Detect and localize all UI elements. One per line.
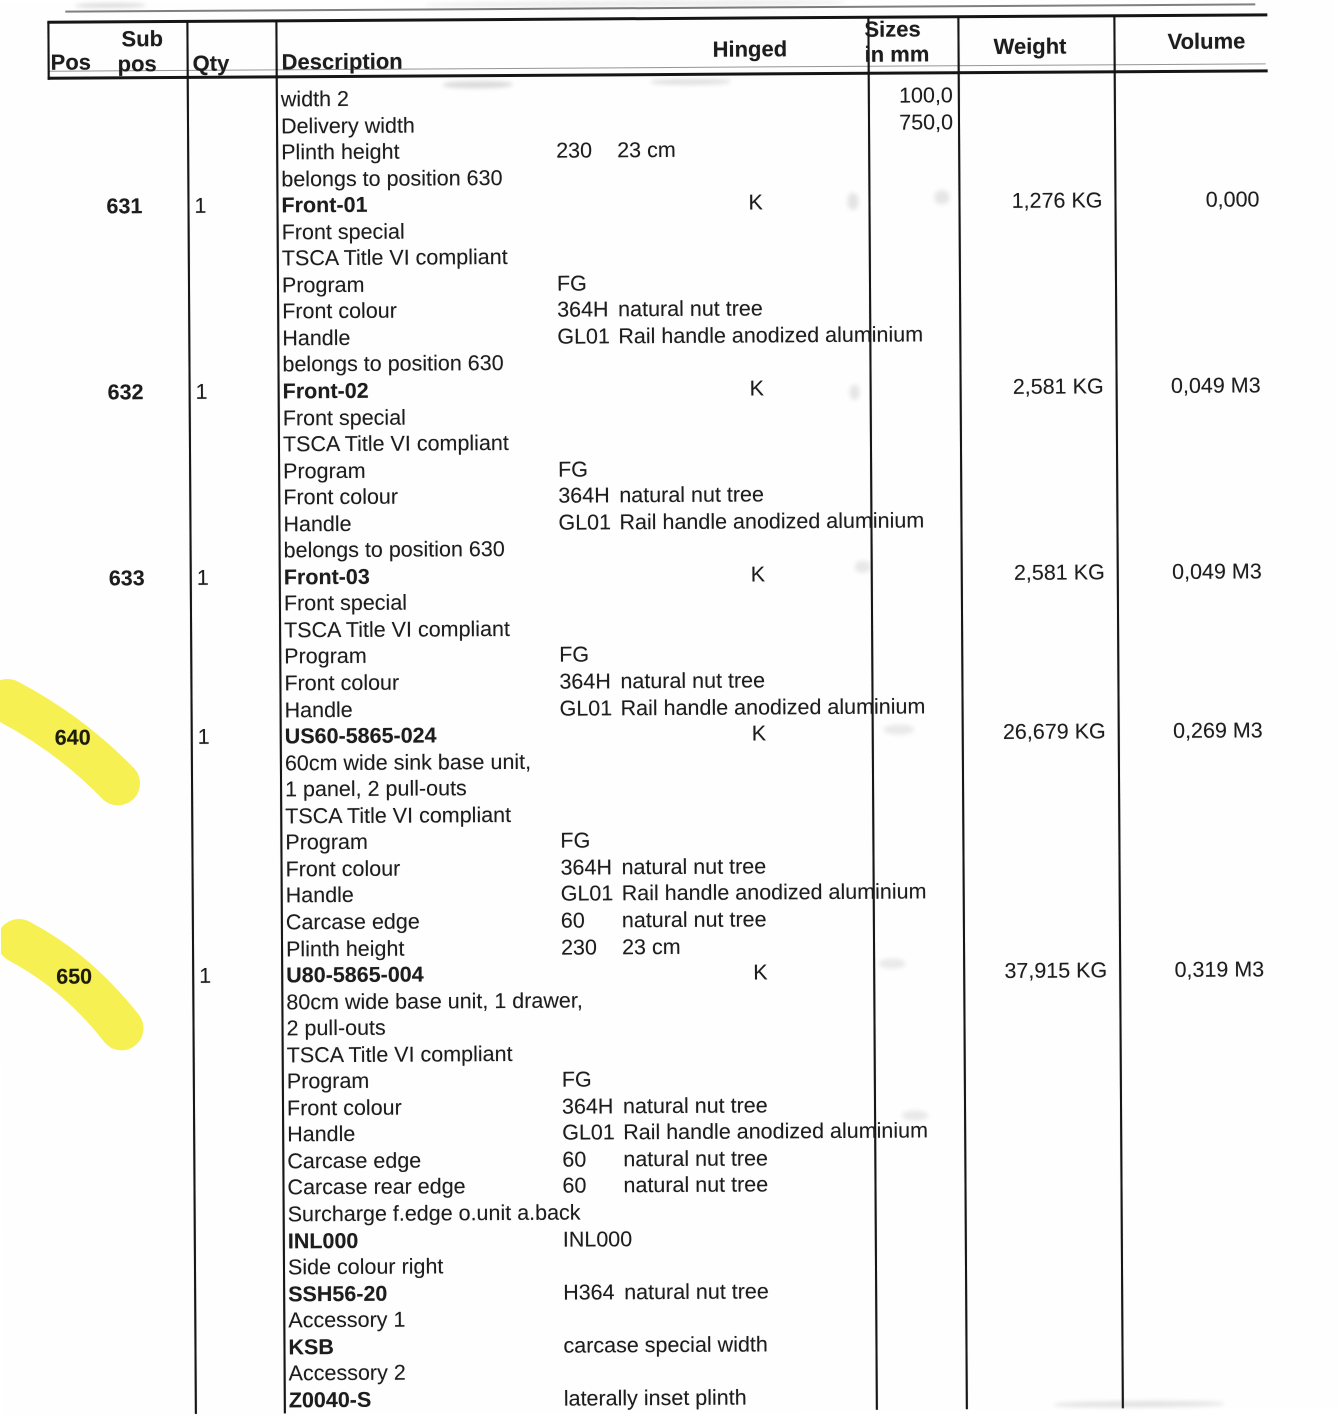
table-body bbox=[0, 80, 1338, 1415]
attribute-code: FG bbox=[559, 642, 590, 668]
scan-artifact bbox=[75, 3, 145, 7]
description-text: Carcase rear edge bbox=[287, 1174, 466, 1200]
description-text: Front-01 bbox=[281, 193, 368, 218]
description-text: Handle bbox=[287, 1122, 356, 1147]
description-text: US60-5865-024 bbox=[284, 723, 437, 749]
weight-value bbox=[956, 878, 1107, 879]
volume-value bbox=[1118, 1195, 1266, 1196]
attribute-value: Rail handle anodized aluminium bbox=[621, 879, 927, 906]
description-text: TSCA Title VI compliant bbox=[286, 1041, 513, 1068]
header-qty: Qty bbox=[192, 50, 230, 76]
volume-value bbox=[1112, 319, 1260, 320]
attribute-value: 23 cm bbox=[621, 934, 681, 959]
weight-value bbox=[957, 1064, 1108, 1065]
header-sizes-line1: Sizes bbox=[864, 16, 921, 42]
description-text: U80-5865-004 bbox=[286, 962, 424, 988]
size-value bbox=[854, 162, 953, 163]
size-value bbox=[861, 1250, 960, 1251]
size-value bbox=[859, 958, 958, 959]
weight-value bbox=[958, 1196, 1109, 1197]
volume-value bbox=[1115, 824, 1263, 825]
description-text: INL000 bbox=[287, 1228, 359, 1253]
weight-value: 2,581 KG bbox=[1013, 560, 1105, 585]
weight-value bbox=[952, 320, 1103, 321]
qty-value: 1 bbox=[194, 194, 207, 219]
description-text: Side colour right bbox=[287, 1254, 444, 1280]
size-value bbox=[858, 772, 957, 773]
size-value bbox=[858, 746, 957, 747]
attribute-value: natural nut tree bbox=[620, 668, 766, 694]
attribute-code: GL01 bbox=[558, 510, 612, 535]
subpos-number: 632 bbox=[107, 380, 144, 405]
size-value bbox=[856, 454, 955, 455]
description-text: Carcase edge bbox=[285, 909, 420, 935]
description-text: TSCA Title VI compliant bbox=[281, 245, 508, 271]
weight-value bbox=[955, 772, 1106, 773]
size-value bbox=[855, 268, 954, 269]
description-text: Program bbox=[284, 644, 367, 669]
size-value bbox=[854, 188, 953, 189]
attribute-code: 230 bbox=[560, 934, 597, 960]
hinged-flag: K bbox=[750, 562, 766, 587]
description-text: width 2 bbox=[280, 86, 350, 112]
attribute-value: Rail handle anodized aluminium bbox=[618, 322, 924, 349]
size-value bbox=[856, 427, 955, 428]
weight-value bbox=[956, 904, 1107, 905]
description-text: Front-02 bbox=[282, 378, 369, 404]
size-value bbox=[860, 1144, 959, 1145]
weight-value bbox=[958, 1329, 1109, 1330]
header-subpos-line2: pos bbox=[117, 51, 157, 77]
volume-value bbox=[1114, 585, 1262, 586]
attribute-code: INL000 bbox=[562, 1226, 633, 1252]
qty-value: 1 bbox=[197, 724, 210, 750]
volume-value: 0,319 M3 bbox=[1174, 957, 1265, 982]
weight-value bbox=[958, 1276, 1109, 1277]
volume-value bbox=[1114, 638, 1262, 639]
pos-number: 650 bbox=[56, 964, 93, 989]
qty-value: 1 bbox=[195, 379, 208, 404]
volume-value: 0,049 M3 bbox=[1170, 373, 1261, 398]
volume-value bbox=[1119, 1355, 1267, 1356]
volume-value bbox=[1111, 133, 1259, 134]
volume-value bbox=[1114, 664, 1262, 665]
description-text: Front colour bbox=[282, 299, 397, 324]
description-text: Plinth height bbox=[285, 936, 405, 961]
attribute-code: 60 bbox=[562, 1147, 587, 1172]
weight-value bbox=[955, 798, 1106, 799]
size-value bbox=[860, 1091, 959, 1092]
volume-value bbox=[1112, 293, 1260, 294]
volume-value bbox=[1113, 505, 1261, 506]
hinged-flag: K bbox=[748, 190, 763, 215]
description-text: belongs to position 630 bbox=[283, 537, 505, 563]
volume-value bbox=[1116, 877, 1264, 878]
attribute-code: FG bbox=[558, 457, 589, 482]
volume-value bbox=[1115, 771, 1263, 772]
description-text: Front special bbox=[283, 590, 408, 616]
weight-value bbox=[952, 267, 1103, 268]
attribute-value: natural nut tree bbox=[621, 907, 767, 933]
description-text: Delivery width bbox=[280, 113, 415, 138]
attribute-code: 60 bbox=[560, 908, 585, 933]
attribute-code: 230 bbox=[556, 138, 593, 163]
volume-value bbox=[1113, 399, 1261, 400]
volume-value bbox=[1112, 240, 1260, 241]
weight-value bbox=[951, 161, 1102, 162]
description-text: Handle bbox=[284, 697, 353, 722]
header-sizes-line2: in mm bbox=[864, 41, 930, 67]
attribute-code: FG bbox=[560, 828, 591, 853]
description-text: Front colour bbox=[284, 670, 400, 696]
pos-number: 640 bbox=[54, 725, 91, 750]
attribute-code: laterally inset plinth bbox=[563, 1385, 747, 1411]
attribute-code: 364H bbox=[558, 483, 610, 508]
attribute-value: natural nut tree bbox=[624, 1279, 769, 1304]
weight-value bbox=[953, 426, 1104, 427]
description-text: Front colour bbox=[283, 484, 399, 510]
attribute-code: FG bbox=[556, 271, 587, 296]
attribute-code: GL01 bbox=[560, 881, 614, 907]
description-text: Plinth height bbox=[281, 139, 400, 165]
volume-value bbox=[1111, 107, 1259, 108]
size-value bbox=[855, 295, 954, 296]
description-text: KSB bbox=[288, 1334, 334, 1360]
description-text: 80cm wide base unit, 1 drawer, bbox=[286, 988, 583, 1014]
volume-value bbox=[1116, 1010, 1264, 1011]
header-hinged: Hinged bbox=[712, 36, 788, 62]
description-text: Front special bbox=[281, 219, 405, 245]
attribute-code: 364H bbox=[559, 669, 611, 694]
description-text: Front colour bbox=[285, 856, 401, 882]
size-value bbox=[861, 1197, 960, 1198]
weight-value bbox=[955, 851, 1106, 852]
weight-value: 2,581 KG bbox=[1012, 374, 1104, 399]
header-pos: Pos bbox=[50, 49, 92, 75]
description-text: Surcharge f.edge o.unit a.back bbox=[287, 1200, 581, 1227]
weight-value bbox=[954, 639, 1105, 640]
size-value bbox=[856, 401, 955, 402]
description-text: belongs to position 630 bbox=[281, 165, 503, 191]
qty-value: 1 bbox=[199, 963, 212, 988]
size-value bbox=[860, 1038, 959, 1039]
attribute-code: GL01 bbox=[562, 1120, 615, 1145]
attribute-value: natural nut tree bbox=[623, 1146, 769, 1172]
size-value bbox=[857, 613, 956, 614]
weight-value bbox=[951, 108, 1102, 109]
size-value bbox=[856, 374, 955, 375]
header-description: Description bbox=[281, 48, 403, 75]
attribute-value: 23 cm bbox=[617, 138, 676, 163]
qty-value: 1 bbox=[196, 565, 209, 590]
attribute-value: Rail handle anodized aluminium bbox=[619, 508, 925, 535]
description-text: Handle bbox=[285, 883, 354, 908]
attribute-value: Rail handle anodized aluminium bbox=[620, 694, 926, 720]
volume-value bbox=[1113, 425, 1261, 426]
hinged-flag: K bbox=[753, 960, 768, 985]
volume-value bbox=[1117, 1116, 1265, 1117]
volume-value bbox=[1112, 346, 1260, 347]
attribute-code: 364H bbox=[560, 855, 613, 880]
weight-value bbox=[956, 1010, 1107, 1011]
volume-value bbox=[1114, 611, 1262, 612]
hinged-flag: K bbox=[751, 721, 767, 746]
volume-value: 0,000 bbox=[1205, 187, 1260, 212]
attribute-code: GL01 bbox=[557, 324, 610, 349]
size-value bbox=[857, 587, 956, 588]
header-volume: Volume bbox=[1167, 28, 1246, 54]
volume-value bbox=[1118, 1248, 1266, 1249]
volume-value: 0,049 M3 bbox=[1172, 559, 1262, 584]
description-text: TSCA Title VI compliant bbox=[285, 802, 512, 829]
volume-value bbox=[1115, 744, 1263, 745]
volume-value bbox=[1119, 1381, 1267, 1382]
volume-value bbox=[1116, 983, 1264, 984]
weight-value bbox=[952, 347, 1103, 348]
volume-value bbox=[1113, 479, 1261, 480]
size-value bbox=[859, 985, 958, 986]
attribute-code: carcase special width bbox=[563, 1332, 768, 1358]
volume-value bbox=[1117, 1089, 1265, 1090]
volume-value bbox=[1118, 1222, 1266, 1223]
weight-value bbox=[958, 1249, 1109, 1250]
volume-value: 0,269 M3 bbox=[1173, 718, 1263, 744]
size-value bbox=[861, 1224, 960, 1225]
subpos-number: 633 bbox=[108, 566, 145, 591]
size-value bbox=[861, 1277, 960, 1278]
description-text: 1 panel, 2 pull-outs bbox=[284, 776, 467, 802]
weight-value bbox=[954, 533, 1105, 534]
size-value bbox=[858, 852, 957, 853]
description-text: SSH56-20 bbox=[288, 1281, 388, 1306]
header-weight: Weight bbox=[993, 33, 1067, 60]
description-text: Accessory 2 bbox=[288, 1360, 406, 1386]
weight-value bbox=[954, 586, 1105, 587]
weight-value bbox=[958, 1302, 1109, 1303]
weight-value bbox=[953, 453, 1104, 454]
size-value bbox=[861, 1303, 960, 1304]
size-value: 100,0 bbox=[898, 83, 953, 108]
hinged-flag: K bbox=[749, 376, 765, 401]
description-text: Front colour bbox=[286, 1095, 402, 1121]
weight-value bbox=[953, 480, 1104, 481]
weight-value bbox=[957, 1037, 1108, 1038]
description-text: Carcase edge bbox=[287, 1148, 422, 1174]
volume-value bbox=[1117, 1063, 1265, 1064]
attribute-code: FG bbox=[561, 1067, 592, 1092]
attribute-value: natural nut tree bbox=[619, 482, 764, 508]
size-value bbox=[862, 1383, 961, 1384]
description-text: TSCA Title VI compliant bbox=[284, 616, 511, 643]
size-value bbox=[859, 1011, 958, 1012]
weight-value bbox=[953, 506, 1104, 507]
weight-value bbox=[958, 1223, 1109, 1224]
weight-value bbox=[955, 745, 1106, 746]
description-text: Accessory 1 bbox=[288, 1307, 406, 1333]
size-value bbox=[854, 135, 953, 136]
weight-value: 1,276 KG bbox=[1011, 188, 1103, 214]
subpos-number: 631 bbox=[106, 194, 143, 219]
attribute-code: GL01 bbox=[559, 695, 613, 721]
size-value bbox=[858, 826, 957, 827]
attribute-value: natural nut tree bbox=[621, 854, 767, 880]
attribute-code: H364 bbox=[563, 1279, 615, 1305]
size-value bbox=[858, 719, 957, 720]
size-value bbox=[857, 534, 956, 535]
attribute-code: 60 bbox=[562, 1173, 587, 1199]
description-text: Handle bbox=[283, 511, 352, 537]
weight-value bbox=[951, 81, 1102, 82]
weight-value bbox=[956, 931, 1107, 932]
description-text: Program bbox=[286, 1069, 370, 1094]
size-value bbox=[862, 1356, 961, 1357]
volume-value bbox=[1118, 1275, 1266, 1276]
top-rule bbox=[47, 13, 1267, 23]
weight-value bbox=[951, 134, 1102, 135]
volume-value bbox=[1117, 1142, 1265, 1143]
weight-value bbox=[956, 984, 1107, 985]
size-value bbox=[859, 905, 958, 906]
description-text: Front-03 bbox=[283, 564, 370, 590]
weight-value bbox=[959, 1382, 1110, 1383]
volume-value bbox=[1117, 1036, 1265, 1037]
top-rule-thin bbox=[65, 3, 1255, 12]
weight-value bbox=[952, 214, 1103, 215]
weight-value bbox=[954, 665, 1105, 666]
volume-value bbox=[1114, 532, 1262, 533]
size-value bbox=[855, 242, 954, 243]
weight-value bbox=[954, 612, 1105, 613]
volume-value bbox=[1111, 160, 1259, 161]
attribute-code: 364H bbox=[561, 1094, 614, 1119]
weight-value bbox=[954, 692, 1105, 693]
size-value bbox=[858, 799, 957, 800]
header-subpos-line1: Sub bbox=[121, 26, 164, 52]
weight-value bbox=[952, 294, 1103, 295]
volume-value bbox=[1115, 797, 1263, 798]
volume-value bbox=[1118, 1302, 1266, 1303]
attribute-value: Rail handle anodized aluminium bbox=[623, 1118, 929, 1145]
weight-value bbox=[957, 1117, 1108, 1118]
weight-value bbox=[953, 400, 1104, 401]
size-value bbox=[856, 480, 955, 481]
weight-value: 26,679 KG bbox=[1002, 719, 1106, 745]
description-text: 60cm wide sink base unit, bbox=[284, 749, 532, 776]
size-value bbox=[857, 560, 956, 561]
description-text: Handle bbox=[282, 325, 351, 351]
description-text: Program bbox=[285, 830, 368, 855]
weight-value bbox=[957, 1090, 1108, 1091]
weight-value bbox=[952, 241, 1103, 242]
description-text: Program bbox=[281, 272, 365, 298]
size-value bbox=[857, 666, 956, 667]
volume-value bbox=[1117, 1169, 1265, 1170]
volume-value bbox=[1115, 850, 1263, 851]
size-value bbox=[860, 1064, 959, 1065]
volume-value bbox=[1111, 80, 1259, 81]
description-text: belongs to position 630 bbox=[282, 351, 504, 377]
weight-value bbox=[957, 1170, 1108, 1171]
attribute-value: natural nut tree bbox=[623, 1172, 769, 1198]
volume-value bbox=[1112, 213, 1260, 214]
weight-value bbox=[955, 825, 1106, 826]
size-value: 750,0 bbox=[899, 109, 954, 135]
volume-value bbox=[1118, 1328, 1266, 1329]
weight-value: 37,915 KG bbox=[1004, 958, 1108, 984]
attribute-value: natural nut tree bbox=[622, 1093, 768, 1119]
size-value bbox=[855, 348, 954, 349]
weight-value bbox=[959, 1356, 1110, 1357]
size-value bbox=[861, 1330, 960, 1331]
attribute-value: natural nut tree bbox=[618, 296, 763, 322]
volume-value bbox=[1112, 266, 1260, 267]
description-text: Front special bbox=[282, 405, 406, 430]
size-value bbox=[859, 932, 958, 933]
volume-value bbox=[1113, 452, 1261, 453]
size-value bbox=[857, 640, 956, 641]
volume-value bbox=[1116, 930, 1264, 931]
description-text: Z0040-S bbox=[288, 1387, 372, 1413]
size-value bbox=[855, 215, 954, 216]
description-text: TSCA Title VI compliant bbox=[282, 431, 509, 457]
volume-value bbox=[1116, 903, 1264, 904]
weight-value bbox=[957, 1143, 1108, 1144]
attribute-code: 364H bbox=[557, 297, 609, 323]
size-value bbox=[860, 1171, 959, 1172]
description-text: 2 pull-outs bbox=[286, 1015, 386, 1041]
volume-value bbox=[1114, 691, 1262, 692]
description-text: Program bbox=[283, 458, 366, 484]
